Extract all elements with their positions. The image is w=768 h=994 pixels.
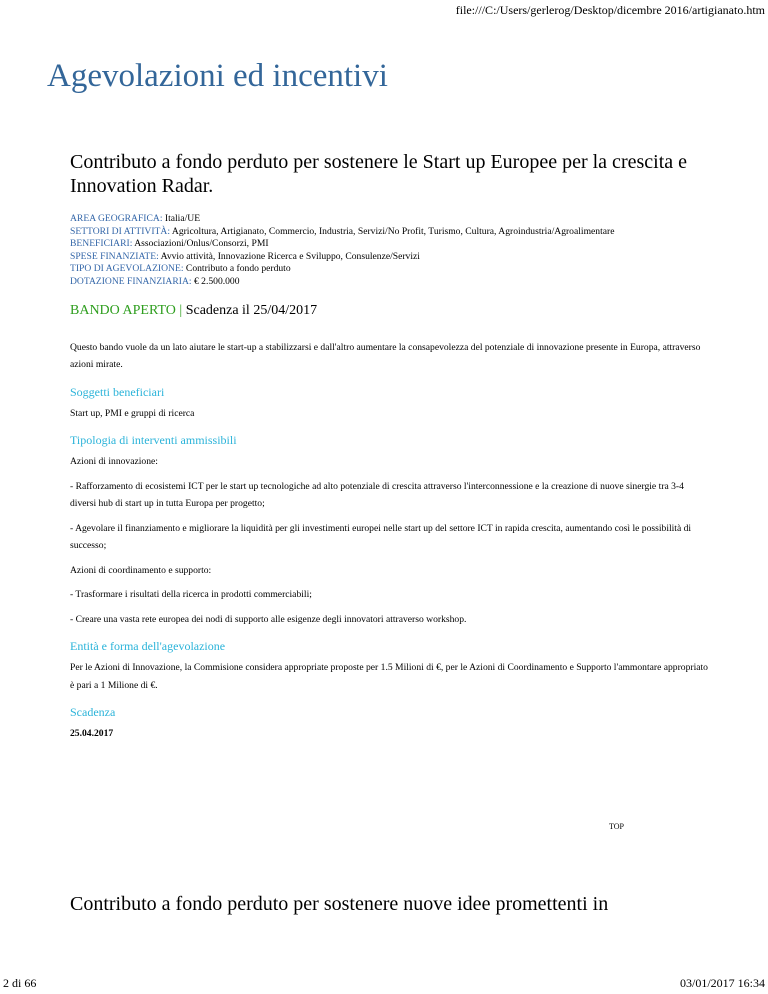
section-heading-interventi: Tipologia di interventi ammissibili xyxy=(70,433,237,448)
next-article-title: Contributo a fondo perduto per sostenere nuove idee promettenti in xyxy=(70,893,609,915)
article xyxy=(70,150,710,743)
section-heading-entita: Entità e forma dell'agevolazione xyxy=(70,639,226,654)
meta-value: Avvio attività, Innovazione Ricerca e Sviluppo, Consulenze/Servizi xyxy=(160,250,420,262)
article-title: Contributo a fondo perduto per sostenere le Start up Europee per la crescita e Innovation Radar. xyxy=(70,151,688,197)
meta-value: € 2.500.000 xyxy=(193,275,240,287)
meta-area-geografica xyxy=(70,213,710,226)
meta-value: Contributo a fondo perduto xyxy=(185,263,291,275)
meta-key: BENEFICIARI: xyxy=(70,238,133,250)
status-deadline: Scadenza il 25/04/2017 xyxy=(185,302,318,318)
interventi-paragraph: - Agevolare il finanziamento e migliorare la liquidità per gli investimenti europei nelle start up del settore ICT in rapida crescita, aumentando così le possibilità di successo; xyxy=(70,522,692,552)
meta-value: Associazioni/Onlus/Consorzi, PMI xyxy=(134,238,269,250)
meta-key: TIPO DI AGEVOLAZIONE: xyxy=(70,263,184,275)
meta-beneficiari xyxy=(70,238,710,251)
status-separator: | xyxy=(179,302,183,318)
meta-settori xyxy=(70,226,710,239)
scadenza-date: 25.04.2017 xyxy=(70,728,114,740)
meta-spese-finanziate xyxy=(70,251,710,264)
meta-key: AREA GEOGRAFICA: xyxy=(70,213,163,224)
interventi-paragraph: - Rafforzamento di ecosistemi ICT per le start up tecnologiche ad alto potenziale di crescita attraverso l'interconnessione e la creazione di nuove sinergie tra 3-4 diversi hub di start up in tutta Europa per progetto; xyxy=(70,480,684,510)
page-heading: Agevolazioni ed incentivi xyxy=(47,58,388,94)
intro-paragraph: Questo bando vuole da un lato aiutare le start-up a stabilizzarsi e dall'altro aumentare la consapevolezza del potenziale di innovazione presente in Europa, attraverso azioni mirate. xyxy=(70,341,701,371)
section-heading-scadenza: Scadenza xyxy=(70,705,116,720)
bando-status xyxy=(70,302,710,320)
meta-value: Agricoltura, Artigianato, Commercio, Industria, Servizi/No Profit, Turismo, Cultura, Agroindustria/Agroalimentare xyxy=(171,225,615,237)
meta-tipo-agevolazione xyxy=(70,263,710,276)
beneficiari-text: Start up, PMI e gruppi di ricerca xyxy=(70,407,195,419)
entita-text: Per le Azioni di Innovazione, la Commisione considera appropriate proposte per 1.5 Milioni di €, per le Azioni di Coordinamento e Supporto l'ammontare appropriato è pari a 1 Milione di €. xyxy=(70,662,708,691)
meta-dotazione xyxy=(70,276,710,289)
article-meta xyxy=(70,213,710,289)
meta-key: SETTORI DI ATTIVITÀ: xyxy=(70,225,171,237)
status-open-label: BANDO APERTO xyxy=(70,302,176,318)
interventi-paragraph: Azioni di coordinamento e supporto: xyxy=(70,564,212,576)
print-header-url: file:///C:/Users/gerlerog/Desktop/dicembre 2016/artigianato.htm xyxy=(455,3,765,17)
interventi-paragraph: Azioni di innovazione: xyxy=(70,456,158,468)
interventi-paragraph: - Trasformare i risultati della ricerca in prodotti commerciabili; xyxy=(70,589,312,601)
meta-key: SPESE FINANZIATE: xyxy=(70,250,159,262)
meta-key: DOTAZIONE FINANZIARIA: xyxy=(70,275,192,287)
print-footer-datetime: 03/01/2017 16:34 xyxy=(679,976,765,990)
interventi-paragraph: - Creare una vasta rete europea dei nodi di supporto alle esigenze degli innovatori attraverso workshop. xyxy=(70,613,467,625)
print-footer-page: 2 di 66 xyxy=(3,976,37,990)
meta-value: Italia/UE xyxy=(164,213,201,224)
top-link[interactable]: TOP xyxy=(609,822,624,831)
section-heading-beneficiari: Soggetti beneficiari xyxy=(70,384,165,399)
